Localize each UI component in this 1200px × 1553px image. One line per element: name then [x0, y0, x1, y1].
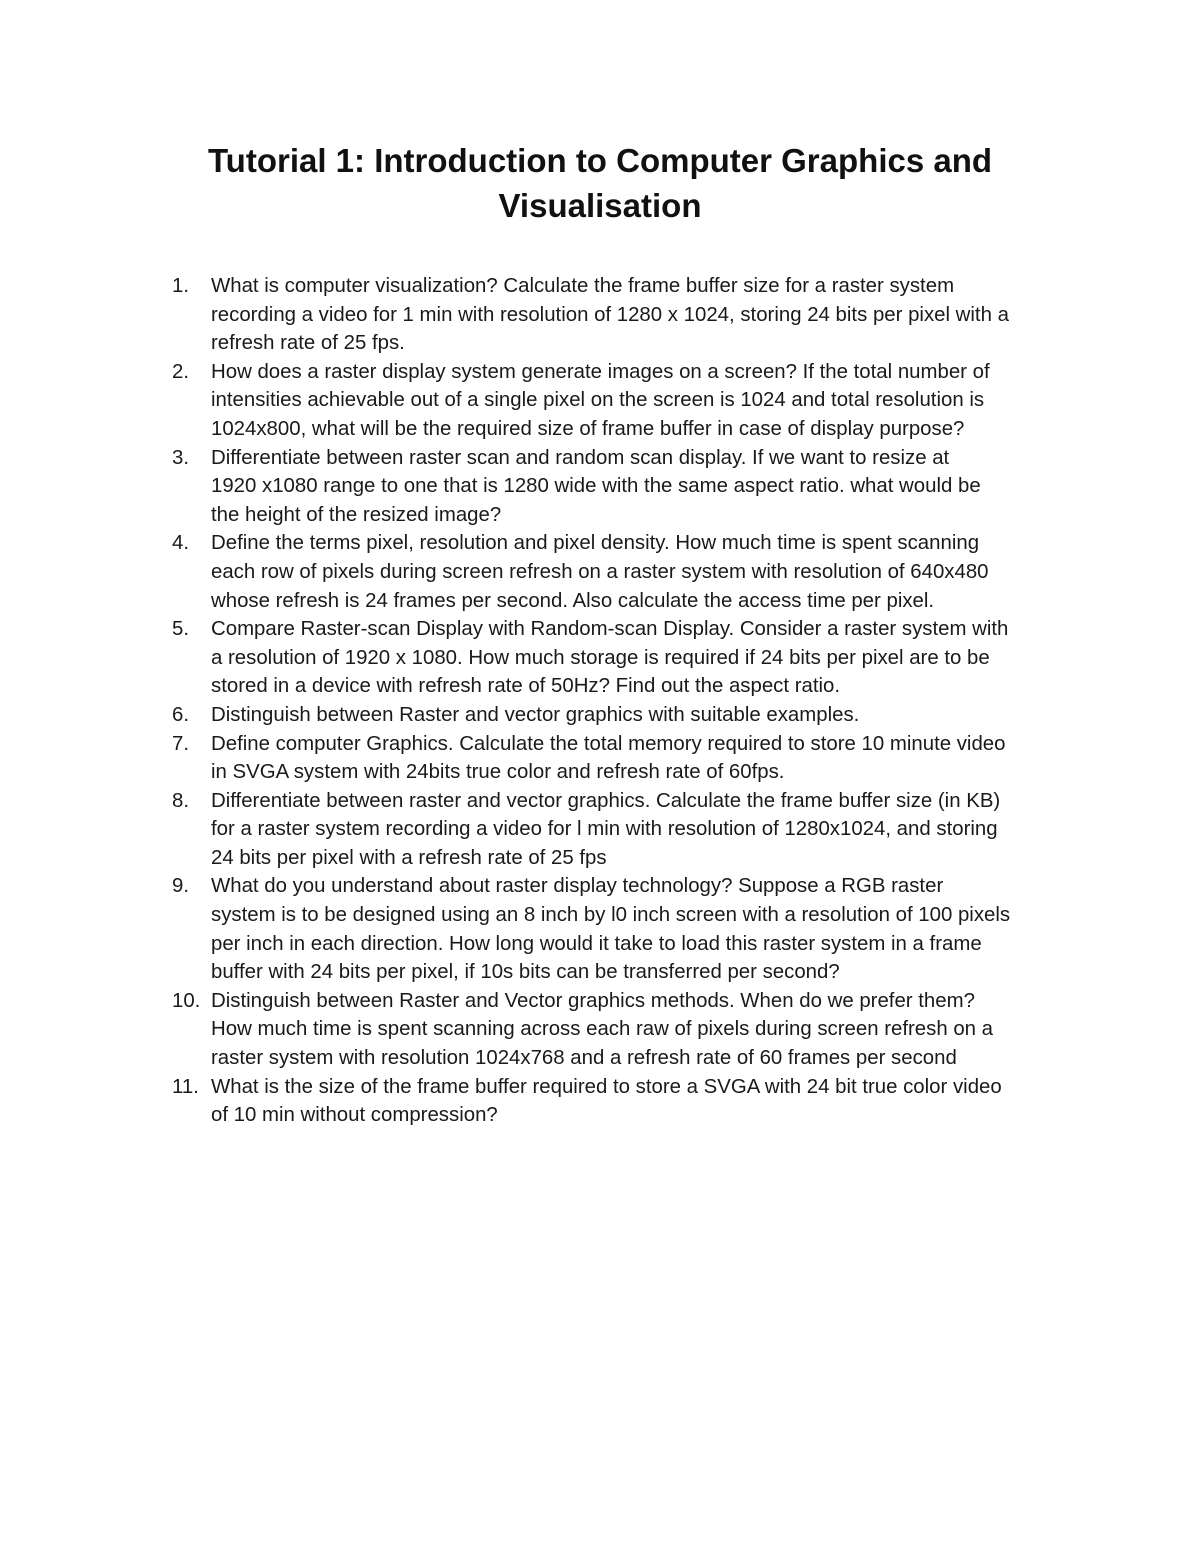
question-number: 9. [172, 875, 190, 898]
question-text-line: What is the size of the frame buffer required to store a SVGA with 24 bit true color video [211, 1075, 1002, 1098]
question-text-line: refresh rate of 25 fps. [211, 332, 405, 355]
question-text-line: How much time is spent scanning across each raw of pixels during screen refresh on a [211, 1018, 994, 1041]
question-number: 4. [172, 532, 190, 555]
question-text-line: the height of the resized image? [211, 503, 502, 526]
question-item [172, 730, 1072, 787]
question-number: 6. [172, 703, 190, 726]
question-text-line: each row of pixels during screen refresh on a raster system with resolution of 640x480 [211, 560, 989, 583]
question-item [172, 787, 1072, 873]
question-text-line: Differentiate between raster scan and random scan display. If we want to resize at [211, 446, 950, 469]
question-text-line: What do you understand about raster display technology? Suppose a RGB raster [211, 875, 944, 898]
question-item [172, 358, 1072, 444]
question-number: 2. [172, 360, 190, 383]
question-text-line: 1024x800, what will be the required size of frame buffer in case of display purpose? [211, 417, 965, 440]
question-number: 10. [172, 989, 201, 1012]
question-list [172, 272, 1072, 1130]
question-text-line: raster system with resolution 1024x768 and a refresh rate of 60 frames per second [211, 1047, 957, 1070]
question-text-line: Compare Raster-scan Display with Random-scan Display. Consider a raster system with [211, 618, 1009, 641]
question-text-line: of 10 min without compression? [211, 1104, 498, 1127]
question-item [172, 987, 1072, 1073]
question-number: 7. [172, 732, 190, 755]
question-text-line: 24 bits per pixel with a refresh rate of 25 fps [211, 846, 607, 869]
question-item [172, 615, 1072, 701]
question-item [172, 701, 1072, 730]
question-item [172, 872, 1072, 986]
question-text-line: Distinguish between Raster and Vector graphics methods. When do we prefer them? [211, 989, 975, 1012]
question-text-line: for a raster system recording a video for l min with resolution of 1280x1024, and storing [211, 818, 998, 841]
question-item [172, 1073, 1072, 1130]
question-text-line: a resolution of 1920 x 1080. How much storage is required if 24 bits per pixel are to be [211, 646, 990, 669]
question-number: 8. [172, 789, 190, 812]
question-text-line: per inch in each direction. How long would it take to load this raster system in a frame [211, 932, 982, 955]
question-text-line: intensities achievable out of a single pixel on the screen is 1024 and total resolution is [211, 389, 985, 412]
title-line-2: Visualisation [498, 187, 702, 224]
question-text-line: Define the terms pixel, resolution and pixel density. How much time is spent scanning [211, 532, 980, 555]
question-text-line: whose refresh is 24 frames per second. Also calculate the access time per pixel. [211, 589, 935, 612]
question-text-line: in SVGA system with 24bits true color and refresh rate of 60fps. [211, 761, 785, 784]
title-line-1: Tutorial 1: Introduction to Computer Graphics and [207, 142, 993, 179]
question-text-line: What is computer visualization? Calculate the frame buffer size for a raster system [211, 275, 955, 297]
question-text-line: system is to be designed using an 8 inch by l0 inch screen with a resolution of 100 pixels [211, 904, 1011, 927]
question-text-line: buffer with 24 bits per pixel, if 10s bits can be transferred per second? [211, 961, 840, 984]
question-number: 3. [172, 446, 190, 469]
question-text-line: stored in a device with refresh rate of 50Hz? Find out the aspect ratio. [211, 675, 841, 698]
question-text-line: Define computer Graphics. Calculate the total memory required to store 10 minute video [211, 732, 1006, 755]
question-text-line: recording a video for 1 min with resolution of 1280 x 1024, storing 24 bits per pixel with a [211, 303, 1009, 326]
question-text-line: Differentiate between raster and vector graphics. Calculate the frame buffer size (in KB) [211, 789, 1001, 812]
question-item [172, 272, 1072, 358]
question-text-line: 1920 x1080 range to one that is 1280 wide with the same aspect ratio. what would be [211, 475, 981, 498]
question-text-line: Distinguish between Raster and vector graphics with suitable examples. [211, 703, 860, 726]
question-text-line: How does a raster display system generate images on a screen? If the total number of [211, 360, 990, 383]
question-number: 5. [172, 618, 190, 641]
question-item [172, 529, 1072, 615]
page-title [150, 138, 1050, 228]
question-number: 11. [172, 1075, 199, 1098]
question-item [172, 444, 1072, 530]
question-number: 1. [172, 275, 190, 297]
